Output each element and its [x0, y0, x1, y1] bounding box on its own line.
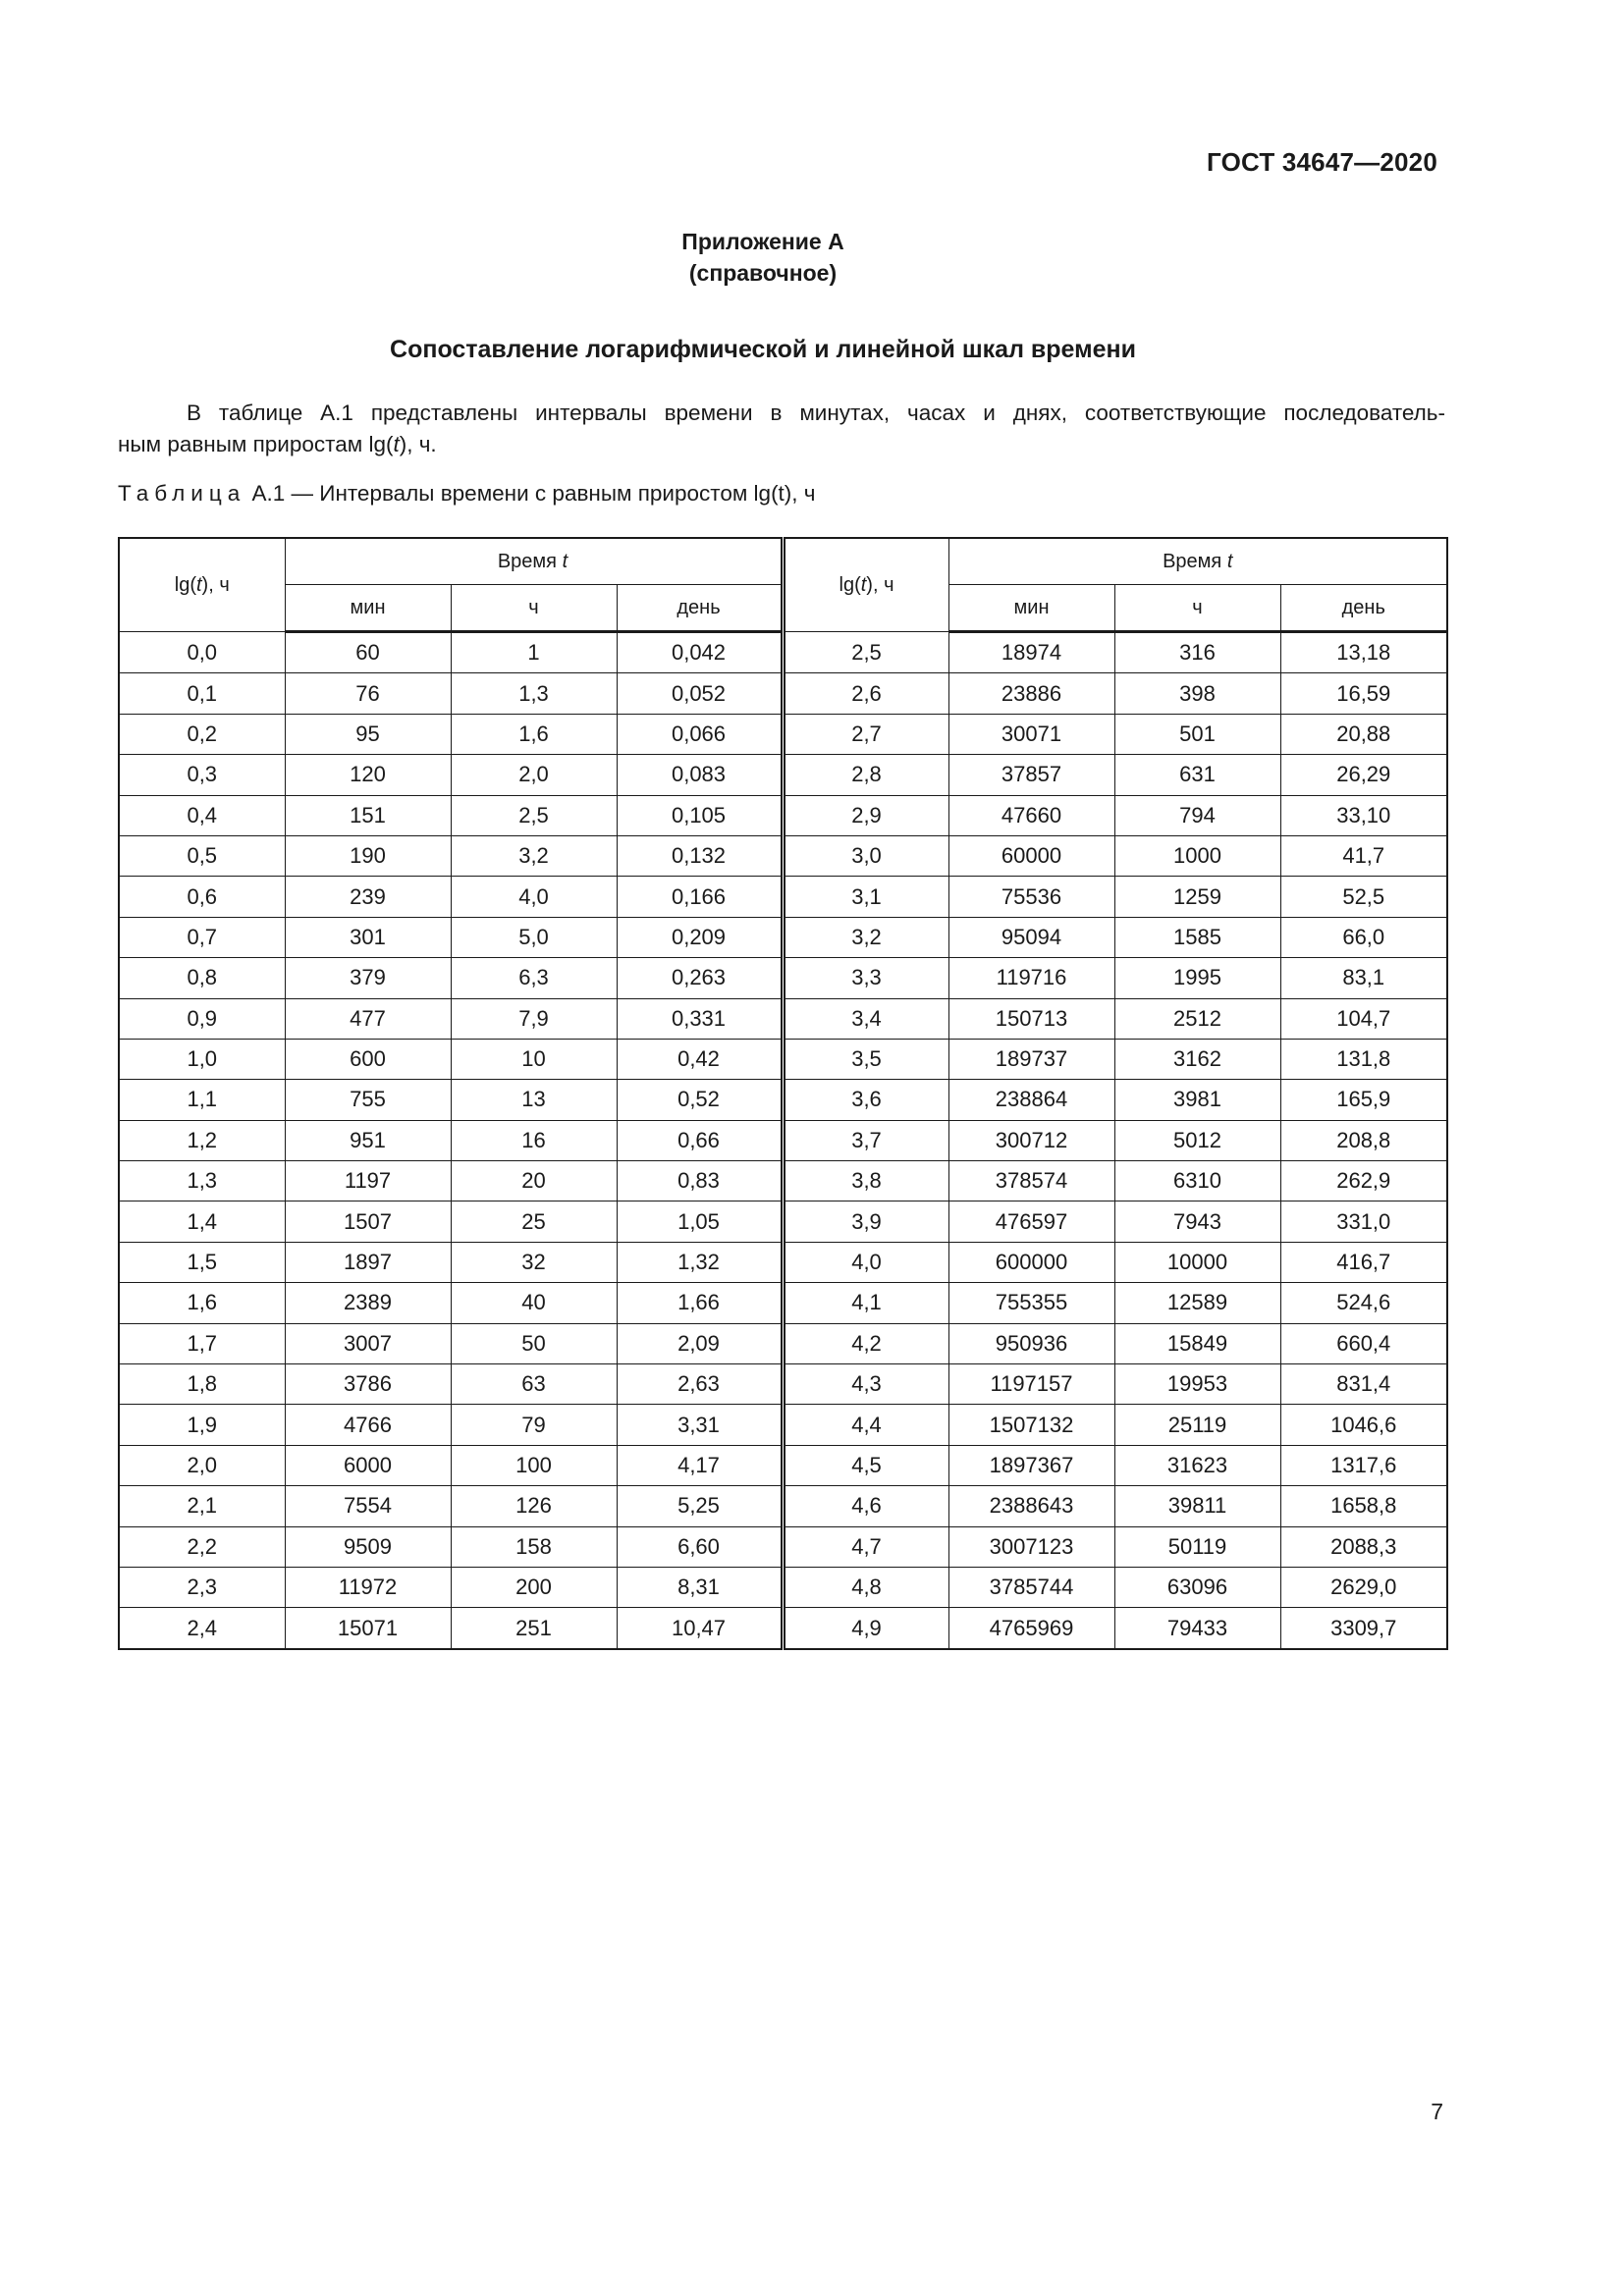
- page-number: 7: [1431, 2099, 1443, 2124]
- table-cell: 13: [451, 1080, 617, 1120]
- table-cell: 1259: [1114, 877, 1280, 917]
- table-cell: 1,32: [617, 1242, 783, 1282]
- table-caption-text: А.1 — Интервалы времени с равным приростом lg(t), ч: [251, 481, 816, 506]
- table-cell: 0,042: [617, 632, 783, 673]
- table-cell: 0,4: [119, 795, 285, 835]
- table-cell: 63: [451, 1364, 617, 1405]
- table-cell: 3,1: [783, 877, 948, 917]
- table-cell: 0,5: [119, 835, 285, 876]
- table-row: [119, 632, 1447, 673]
- table-cell: 150713: [948, 998, 1114, 1039]
- table-cell: 524,6: [1280, 1283, 1447, 1323]
- table-cell: 0,2: [119, 714, 285, 754]
- table-row: [119, 1242, 1447, 1282]
- table-cell: 63096: [1114, 1567, 1280, 1607]
- table-cell: 1585: [1114, 917, 1280, 957]
- table-cell: 50119: [1114, 1526, 1280, 1567]
- table-cell: 2088,3: [1280, 1526, 1447, 1567]
- table-cell: 1,5: [119, 1242, 285, 1282]
- table-cell: 1897367: [948, 1445, 1114, 1485]
- table-cell: 1: [451, 632, 617, 673]
- table-cell: 2,5: [783, 632, 948, 673]
- table-row: [119, 1567, 1447, 1607]
- table-cell: 47660: [948, 795, 1114, 835]
- table-cell: 4,17: [617, 1445, 783, 1485]
- annex-status: (справочное): [688, 260, 838, 286]
- table-cell: 3,2: [451, 835, 617, 876]
- table-cell: 1897: [285, 1242, 451, 1282]
- table-cell: 1197157: [948, 1364, 1114, 1405]
- table-cell: 0,8: [119, 958, 285, 998]
- section-title-text: Сопоставление логарифмической и линейной шкал времени: [390, 336, 1136, 363]
- table-cell: 3785744: [948, 1567, 1114, 1607]
- table-cell: 0,52: [617, 1080, 783, 1120]
- table-cell: 0,166: [617, 877, 783, 917]
- table-row: [119, 1080, 1447, 1120]
- table-cell: 378574: [948, 1161, 1114, 1201]
- table-cell: 4,2: [783, 1323, 948, 1363]
- table-cell: 31623: [1114, 1445, 1280, 1485]
- table-cell: 9509: [285, 1526, 451, 1567]
- table-cell: 95: [285, 714, 451, 754]
- annex-title: Приложение А: [681, 229, 844, 254]
- table-cell: 100: [451, 1445, 617, 1485]
- table-cell: 1,05: [617, 1201, 783, 1242]
- table-cell: 26,29: [1280, 755, 1447, 795]
- table-row: [119, 1486, 1447, 1526]
- header-lg-right: lg(t), ч: [783, 538, 948, 632]
- table-cell: 2389: [285, 1283, 451, 1323]
- table-cell: 20,88: [1280, 714, 1447, 754]
- table-cell: 4766: [285, 1405, 451, 1445]
- table-cell: 3,7: [783, 1120, 948, 1160]
- table-cell: 165,9: [1280, 1080, 1447, 1120]
- table-cell: 4,7: [783, 1526, 948, 1567]
- header-day-right: день: [1280, 585, 1447, 632]
- table-cell: 0,7: [119, 917, 285, 957]
- table-cell: 3,31: [617, 1405, 783, 1445]
- table-cell: 600000: [948, 1242, 1114, 1282]
- table-cell: 126: [451, 1486, 617, 1526]
- table-cell: 379: [285, 958, 451, 998]
- table-cell: 52,5: [1280, 877, 1447, 917]
- header-hour-left: ч: [451, 585, 617, 632]
- standard-code: ГОСТ 34647—2020: [1207, 147, 1437, 177]
- table-row: [119, 1120, 1447, 1160]
- table-cell: 0,83: [617, 1161, 783, 1201]
- table-cell: 3,5: [783, 1039, 948, 1079]
- table-cell: 10: [451, 1039, 617, 1079]
- table-cell: 0,105: [617, 795, 783, 835]
- table-cell: 0,066: [617, 714, 783, 754]
- table-cell: 4,3: [783, 1364, 948, 1405]
- table-cell: 0,132: [617, 835, 783, 876]
- table-cell: 1,66: [617, 1283, 783, 1323]
- table-cell: 2,0: [119, 1445, 285, 1485]
- intro-line-1: В таблице А.1 представлены интервалы времени в минутах, часах и днях, соответствующие последователь-: [187, 400, 1445, 425]
- table-cell: 4,1: [783, 1283, 948, 1323]
- table-cell: 300712: [948, 1120, 1114, 1160]
- table-cell: 0,1: [119, 673, 285, 714]
- table-cell: 5,0: [451, 917, 617, 957]
- table-cell: 755: [285, 1080, 451, 1120]
- table-cell: 0,6: [119, 877, 285, 917]
- table-cell: 37857: [948, 755, 1114, 795]
- intro-line-2: [118, 429, 1445, 460]
- table-cell: 239: [285, 877, 451, 917]
- table-cell: 4,0: [451, 877, 617, 917]
- table-cell: 238864: [948, 1080, 1114, 1120]
- table-cell: 6000: [285, 1445, 451, 1485]
- table-cell: 631: [1114, 755, 1280, 795]
- table-cell: 0,42: [617, 1039, 783, 1079]
- table-cell: 0,083: [617, 755, 783, 795]
- table-row: [119, 877, 1447, 917]
- table-cell: 32: [451, 1242, 617, 1282]
- table-cell: 1995: [1114, 958, 1280, 998]
- table-cell: 11972: [285, 1567, 451, 1607]
- table-cell: 119716: [948, 958, 1114, 998]
- table-cell: 3,8: [783, 1161, 948, 1201]
- intro-variable: t: [393, 432, 400, 456]
- table-cell: 131,8: [1280, 1039, 1447, 1079]
- table-cell: 4,4: [783, 1405, 948, 1445]
- table-cell: 2388643: [948, 1486, 1114, 1526]
- table-row: [119, 1323, 1447, 1363]
- table-cell: 3786: [285, 1364, 451, 1405]
- table-cell: 10000: [1114, 1242, 1280, 1282]
- table-cell: 2629,0: [1280, 1567, 1447, 1607]
- table-row: [119, 998, 1447, 1039]
- table-cell: 2,9: [783, 795, 948, 835]
- table-cell: 0,052: [617, 673, 783, 714]
- table-cell: 208,8: [1280, 1120, 1447, 1160]
- table-row: [119, 673, 1447, 714]
- table-cell: 4765969: [948, 1608, 1114, 1649]
- table-cell: 95094: [948, 917, 1114, 957]
- table-cell: 262,9: [1280, 1161, 1447, 1201]
- table-cell: 2,2: [119, 1526, 285, 1567]
- table-body: [119, 632, 1447, 1649]
- table-cell: 2,3: [119, 1567, 285, 1607]
- table-cell: 3,9: [783, 1201, 948, 1242]
- table-cell: 50: [451, 1323, 617, 1363]
- table-cell: 600: [285, 1039, 451, 1079]
- table-cell: 331,0: [1280, 1201, 1447, 1242]
- table-cell: 15849: [1114, 1323, 1280, 1363]
- table-cell: 660,4: [1280, 1323, 1447, 1363]
- table-cell: 18974: [948, 632, 1114, 673]
- table-cell: 950936: [948, 1323, 1114, 1363]
- table-cell: 1,9: [119, 1405, 285, 1445]
- table-row: [119, 1526, 1447, 1567]
- table-cell: 4,6: [783, 1486, 948, 1526]
- table-cell: 2,1: [119, 1486, 285, 1526]
- table-cell: 75536: [948, 877, 1114, 917]
- table-cell: 1,7: [119, 1323, 285, 1363]
- header-hour-right: ч: [1114, 585, 1280, 632]
- table-cell: 79: [451, 1405, 617, 1445]
- table-cell: 2,7: [783, 714, 948, 754]
- table-row: [119, 1039, 1447, 1079]
- table-cell: 83,1: [1280, 958, 1447, 998]
- table-cell: 30071: [948, 714, 1114, 754]
- table-cell: 0,66: [617, 1120, 783, 1160]
- table-cell: 1000: [1114, 835, 1280, 876]
- table-cell: 120: [285, 755, 451, 795]
- header-day-left: день: [617, 585, 783, 632]
- table-cell: 501: [1114, 714, 1280, 754]
- time-intervals-table: [118, 537, 1448, 1650]
- table-cell: 33,10: [1280, 795, 1447, 835]
- table-cell: 5,25: [617, 1486, 783, 1526]
- table-cell: 25119: [1114, 1405, 1280, 1445]
- table-cell: 15071: [285, 1608, 451, 1649]
- header-time-left: Время t: [285, 538, 783, 585]
- table-cell: 7943: [1114, 1201, 1280, 1242]
- table-cell: 2,4: [119, 1608, 285, 1649]
- table-cell: 3,6: [783, 1080, 948, 1120]
- table-row: [119, 835, 1447, 876]
- table-cell: 1,6: [451, 714, 617, 754]
- table-cell: 1317,6: [1280, 1445, 1447, 1485]
- table-row: [119, 1364, 1447, 1405]
- table-cell: 13,18: [1280, 632, 1447, 673]
- table-cell: 2,09: [617, 1323, 783, 1363]
- table-cell: 60000: [948, 835, 1114, 876]
- table-cell: 2,0: [451, 755, 617, 795]
- table-cell: 301: [285, 917, 451, 957]
- table-row: [119, 714, 1447, 754]
- table-cell: 0,209: [617, 917, 783, 957]
- table-cell: 0,3: [119, 755, 285, 795]
- table-cell: 794: [1114, 795, 1280, 835]
- table-cell: 8,31: [617, 1567, 783, 1607]
- table-cell: 40: [451, 1283, 617, 1323]
- table-cell: 1,3: [119, 1161, 285, 1201]
- table-cell: 1046,6: [1280, 1405, 1447, 1445]
- table-row: [119, 1608, 1447, 1649]
- table-cell: 60: [285, 632, 451, 673]
- table-cell: 3309,7: [1280, 1608, 1447, 1649]
- table-caption-label: Таблица: [118, 481, 246, 506]
- table-cell: 3162: [1114, 1039, 1280, 1079]
- table-cell: 7554: [285, 1486, 451, 1526]
- table-row: [119, 795, 1447, 835]
- table-cell: 39811: [1114, 1486, 1280, 1526]
- table-cell: 66,0: [1280, 917, 1447, 957]
- header-time-right: Время t: [948, 538, 1447, 585]
- table-cell: 1197: [285, 1161, 451, 1201]
- table-cell: 2,8: [783, 755, 948, 795]
- table-cell: 1,6: [119, 1283, 285, 1323]
- table-cell: 831,4: [1280, 1364, 1447, 1405]
- table-cell: 416,7: [1280, 1242, 1447, 1282]
- table-cell: 4,9: [783, 1608, 948, 1649]
- table-cell: 251: [451, 1608, 617, 1649]
- table-cell: 10,47: [617, 1608, 783, 1649]
- table-cell: 2,63: [617, 1364, 783, 1405]
- table-cell: 190: [285, 835, 451, 876]
- table-cell: 1,0: [119, 1039, 285, 1079]
- table-cell: 398: [1114, 673, 1280, 714]
- table-cell: 41,7: [1280, 835, 1447, 876]
- table-row: [119, 1405, 1447, 1445]
- section-title: [0, 336, 1624, 364]
- table-cell: 316: [1114, 632, 1280, 673]
- table-cell: 151: [285, 795, 451, 835]
- table-cell: 1,3: [451, 673, 617, 714]
- table-cell: 20: [451, 1161, 617, 1201]
- table-cell: 1,4: [119, 1201, 285, 1242]
- table-cell: 12589: [1114, 1283, 1280, 1323]
- table-row: [119, 1445, 1447, 1485]
- table-cell: 4,0: [783, 1242, 948, 1282]
- table-cell: 6310: [1114, 1161, 1280, 1201]
- table-cell: 3,3: [783, 958, 948, 998]
- table-cell: 16: [451, 1120, 617, 1160]
- table-cell: 3007123: [948, 1526, 1114, 1567]
- table-cell: 104,7: [1280, 998, 1447, 1039]
- table-row: [119, 755, 1447, 795]
- table-caption: [118, 481, 816, 507]
- table-cell: 79433: [1114, 1608, 1280, 1649]
- table-cell: 5012: [1114, 1120, 1280, 1160]
- table-cell: 477: [285, 998, 451, 1039]
- table-cell: 23886: [948, 673, 1114, 714]
- table-cell: 158: [451, 1526, 617, 1567]
- table-cell: 476597: [948, 1201, 1114, 1242]
- table-cell: 755355: [948, 1283, 1114, 1323]
- table-cell: 1507132: [948, 1405, 1114, 1445]
- header-min-right: мин: [948, 585, 1114, 632]
- table-cell: 0,9: [119, 998, 285, 1039]
- table-cell: 3,0: [783, 835, 948, 876]
- table-cell: 2512: [1114, 998, 1280, 1039]
- table-cell: 0,263: [617, 958, 783, 998]
- table-cell: 2,5: [451, 795, 617, 835]
- intro-text: ным равным приростам lg(: [118, 432, 394, 456]
- table-cell: 951: [285, 1120, 451, 1160]
- table-cell: 3,4: [783, 998, 948, 1039]
- annex-heading: [0, 226, 1624, 289]
- table-cell: 76: [285, 673, 451, 714]
- table-cell: 6,3: [451, 958, 617, 998]
- table-cell: 1507: [285, 1201, 451, 1242]
- table-cell: 4,5: [783, 1445, 948, 1485]
- table-cell: 7,9: [451, 998, 617, 1039]
- table-cell: 1,1: [119, 1080, 285, 1120]
- table-cell: 1,8: [119, 1364, 285, 1405]
- table-cell: 4,8: [783, 1567, 948, 1607]
- table-cell: 2,6: [783, 673, 948, 714]
- table-row: [119, 958, 1447, 998]
- table-cell: 1658,8: [1280, 1486, 1447, 1526]
- table-cell: 3007: [285, 1323, 451, 1363]
- table-row: [119, 1161, 1447, 1201]
- table-cell: 16,59: [1280, 673, 1447, 714]
- table-cell: 189737: [948, 1039, 1114, 1079]
- intro-paragraph: [118, 398, 1445, 460]
- table-row: [119, 1283, 1447, 1323]
- table-cell: 3,2: [783, 917, 948, 957]
- table-row: [119, 1201, 1447, 1242]
- table-cell: 1,2: [119, 1120, 285, 1160]
- header-min-left: мин: [285, 585, 451, 632]
- header-lg-left: lg(t), ч: [119, 538, 285, 632]
- table-cell: 6,60: [617, 1526, 783, 1567]
- table-cell: 0,0: [119, 632, 285, 673]
- table-cell: 25: [451, 1201, 617, 1242]
- table-cell: 200: [451, 1567, 617, 1607]
- table-cell: 3981: [1114, 1080, 1280, 1120]
- table-cell: 0,331: [617, 998, 783, 1039]
- table-row: [119, 917, 1447, 957]
- table-cell: 19953: [1114, 1364, 1280, 1405]
- intro-text-end: ), ч.: [399, 432, 437, 456]
